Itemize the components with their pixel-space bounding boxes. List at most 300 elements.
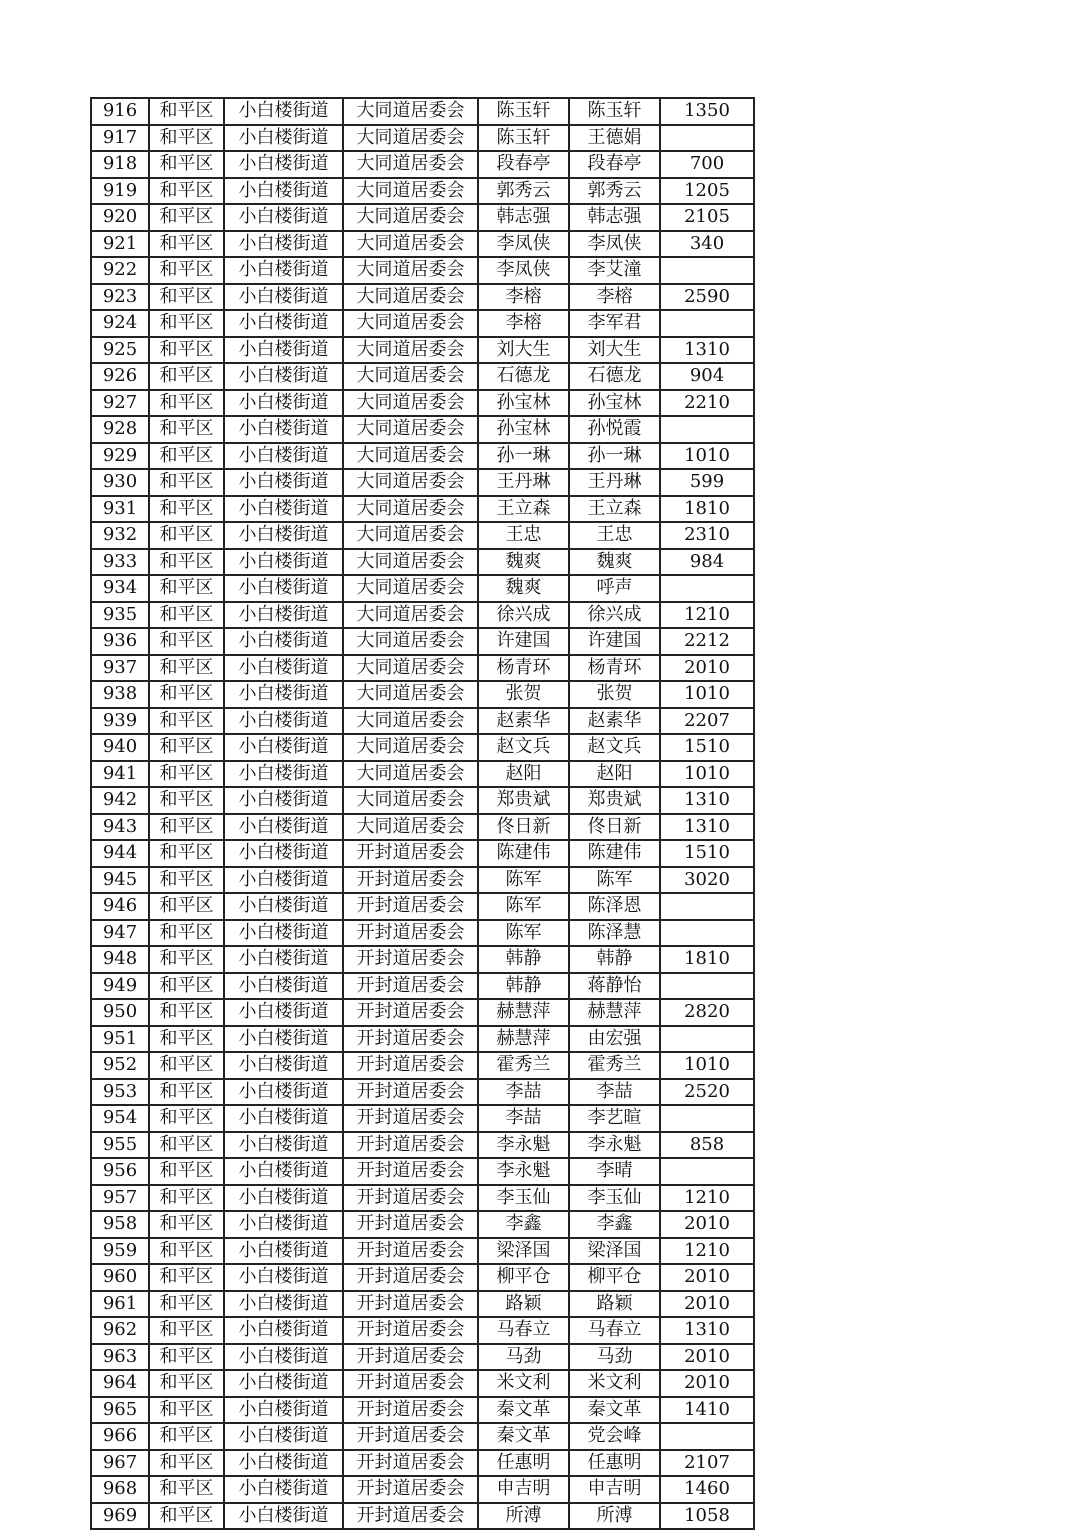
table-row — [91, 310, 754, 337]
cell-district: 和平区 — [149, 734, 224, 761]
cell-district: 和平区 — [149, 708, 224, 735]
cell-district: 和平区 — [149, 681, 224, 708]
cell-street: 小白楼街道 — [224, 469, 343, 496]
cell-household-head: 魏爽 — [478, 575, 569, 602]
cell-household-head: 申吉明 — [478, 1476, 569, 1503]
cell-row-number: 950 — [91, 999, 149, 1026]
cell-district: 和平区 — [149, 1052, 224, 1079]
cell-committee: 开封道居委会 — [343, 867, 478, 894]
cell-district: 和平区 — [149, 1450, 224, 1477]
cell-committee: 大同道居委会 — [343, 522, 478, 549]
cell-committee: 大同道居委会 — [343, 814, 478, 841]
cell-row-number: 969 — [91, 1503, 149, 1530]
cell-row-number: 968 — [91, 1476, 149, 1503]
cell-row-number: 957 — [91, 1185, 149, 1212]
cell-member-name: 陈建伟 — [569, 840, 660, 867]
cell-amount — [660, 125, 754, 152]
cell-member-name: 李凤侠 — [569, 231, 660, 258]
cell-row-number: 929 — [91, 443, 149, 470]
cell-member-name: 王丹琳 — [569, 469, 660, 496]
cell-committee: 开封道居委会 — [343, 1079, 478, 1106]
cell-household-head: 魏爽 — [478, 549, 569, 576]
cell-street: 小白楼街道 — [224, 1158, 343, 1185]
cell-amount — [660, 1026, 754, 1053]
cell-member-name: 马春立 — [569, 1317, 660, 1344]
cell-street: 小白楼街道 — [224, 98, 343, 125]
cell-district: 和平区 — [149, 231, 224, 258]
cell-amount: 1310 — [660, 787, 754, 814]
table-row — [91, 416, 754, 443]
cell-member-name: 段春亭 — [569, 151, 660, 178]
table-row — [91, 1370, 754, 1397]
cell-street: 小白楼街道 — [224, 178, 343, 205]
cell-street: 小白楼街道 — [224, 999, 343, 1026]
cell-street: 小白楼街道 — [224, 522, 343, 549]
cell-household-head: 郑贵斌 — [478, 787, 569, 814]
cell-committee: 大同道居委会 — [343, 655, 478, 682]
cell-row-number: 917 — [91, 125, 149, 152]
cell-committee: 大同道居委会 — [343, 98, 478, 125]
cell-street: 小白楼街道 — [224, 602, 343, 629]
table-row — [91, 734, 754, 761]
cell-street: 小白楼街道 — [224, 1291, 343, 1318]
cell-member-name: 佟日新 — [569, 814, 660, 841]
cell-row-number: 930 — [91, 469, 149, 496]
cell-street: 小白楼街道 — [224, 787, 343, 814]
cell-row-number: 954 — [91, 1105, 149, 1132]
spreadsheet-sheet — [90, 97, 755, 1530]
cell-household-head: 李玉仙 — [478, 1185, 569, 1212]
cell-member-name: 李永魁 — [569, 1132, 660, 1159]
cell-street: 小白楼街道 — [224, 655, 343, 682]
cell-household-head: 陈建伟 — [478, 840, 569, 867]
cell-household-head: 李榕 — [478, 284, 569, 311]
cell-street: 小白楼街道 — [224, 1026, 343, 1053]
cell-member-name: 陈玉轩 — [569, 98, 660, 125]
cell-row-number: 925 — [91, 337, 149, 364]
cell-row-number: 945 — [91, 867, 149, 894]
cell-household-head: 李永魁 — [478, 1158, 569, 1185]
cell-committee: 开封道居委会 — [343, 1503, 478, 1530]
cell-district: 和平区 — [149, 655, 224, 682]
cell-amount: 2010 — [660, 1211, 754, 1238]
cell-street: 小白楼街道 — [224, 390, 343, 417]
cell-amount — [660, 920, 754, 947]
cell-street: 小白楼街道 — [224, 734, 343, 761]
cell-district: 和平区 — [149, 178, 224, 205]
cell-street: 小白楼街道 — [224, 1211, 343, 1238]
cell-district: 和平区 — [149, 337, 224, 364]
cell-amount — [660, 973, 754, 1000]
cell-member-name: 霍秀兰 — [569, 1052, 660, 1079]
table-row — [91, 867, 754, 894]
cell-row-number: 951 — [91, 1026, 149, 1053]
table-row — [91, 1476, 754, 1503]
cell-committee: 开封道居委会 — [343, 999, 478, 1026]
cell-household-head: 赵阳 — [478, 761, 569, 788]
cell-member-name: 李榕 — [569, 284, 660, 311]
cell-amount: 1010 — [660, 1052, 754, 1079]
cell-district: 和平区 — [149, 1132, 224, 1159]
cell-district: 和平区 — [149, 1397, 224, 1424]
table-row — [91, 231, 754, 258]
cell-street: 小白楼街道 — [224, 231, 343, 258]
cell-committee: 开封道居委会 — [343, 1185, 478, 1212]
cell-district: 和平区 — [149, 840, 224, 867]
table-row — [91, 840, 754, 867]
cell-district: 和平区 — [149, 814, 224, 841]
cell-street: 小白楼街道 — [224, 628, 343, 655]
cell-amount — [660, 310, 754, 337]
cell-member-name: 孙宝林 — [569, 390, 660, 417]
table-row — [91, 204, 754, 231]
table-row — [91, 575, 754, 602]
cell-committee: 开封道居委会 — [343, 1132, 478, 1159]
cell-district: 和平区 — [149, 549, 224, 576]
cell-committee: 大同道居委会 — [343, 416, 478, 443]
cell-amount: 1510 — [660, 734, 754, 761]
cell-member-name: 韩静 — [569, 946, 660, 973]
cell-district: 和平区 — [149, 602, 224, 629]
cell-member-name: 蒋静怡 — [569, 973, 660, 1000]
cell-street: 小白楼街道 — [224, 125, 343, 152]
cell-member-name: 李鑫 — [569, 1211, 660, 1238]
cell-committee: 大同道居委会 — [343, 257, 478, 284]
cell-amount: 1010 — [660, 761, 754, 788]
cell-street: 小白楼街道 — [224, 1105, 343, 1132]
table-row — [91, 1185, 754, 1212]
cell-amount: 1350 — [660, 98, 754, 125]
cell-amount: 2010 — [660, 1264, 754, 1291]
cell-row-number: 953 — [91, 1079, 149, 1106]
table-row — [91, 946, 754, 973]
cell-committee: 大同道居委会 — [343, 125, 478, 152]
cell-row-number: 959 — [91, 1238, 149, 1265]
cell-amount: 1210 — [660, 1185, 754, 1212]
cell-district: 和平区 — [149, 1105, 224, 1132]
cell-committee: 大同道居委会 — [343, 337, 478, 364]
table-row — [91, 125, 754, 152]
cell-street: 小白楼街道 — [224, 1344, 343, 1371]
table-row — [91, 1423, 754, 1450]
cell-street: 小白楼街道 — [224, 1185, 343, 1212]
cell-member-name: 李喆 — [569, 1079, 660, 1106]
table-row — [91, 1450, 754, 1477]
cell-member-name: 李艾潼 — [569, 257, 660, 284]
table-row — [91, 151, 754, 178]
cell-household-head: 马劲 — [478, 1344, 569, 1371]
cell-amount: 2310 — [660, 522, 754, 549]
cell-household-head: 段春亭 — [478, 151, 569, 178]
cell-district: 和平区 — [149, 1291, 224, 1318]
cell-amount: 599 — [660, 469, 754, 496]
cell-member-name: 米文利 — [569, 1370, 660, 1397]
cell-row-number: 960 — [91, 1264, 149, 1291]
table-row — [91, 1158, 754, 1185]
cell-member-name: 秦文革 — [569, 1397, 660, 1424]
cell-committee: 开封道居委会 — [343, 1450, 478, 1477]
cell-district: 和平区 — [149, 496, 224, 523]
cell-row-number: 928 — [91, 416, 149, 443]
cell-street: 小白楼街道 — [224, 1423, 343, 1450]
cell-member-name: 郭秀云 — [569, 178, 660, 205]
cell-committee: 开封道居委会 — [343, 973, 478, 1000]
cell-amount: 340 — [660, 231, 754, 258]
cell-district: 和平区 — [149, 1344, 224, 1371]
cell-member-name: 徐兴成 — [569, 602, 660, 629]
cell-row-number: 921 — [91, 231, 149, 258]
cell-district: 和平区 — [149, 443, 224, 470]
cell-amount: 1010 — [660, 681, 754, 708]
cell-committee: 大同道居委会 — [343, 787, 478, 814]
cell-district: 和平区 — [149, 867, 224, 894]
table-row — [91, 761, 754, 788]
cell-amount — [660, 257, 754, 284]
table-row — [91, 893, 754, 920]
cell-district: 和平区 — [149, 1238, 224, 1265]
cell-committee: 大同道居委会 — [343, 575, 478, 602]
cell-district: 和平区 — [149, 1503, 224, 1530]
cell-household-head: 杨青环 — [478, 655, 569, 682]
cell-committee: 大同道居委会 — [343, 628, 478, 655]
cell-household-head: 徐兴成 — [478, 602, 569, 629]
cell-household-head: 李永魁 — [478, 1132, 569, 1159]
cell-member-name: 马劲 — [569, 1344, 660, 1371]
cell-street: 小白楼街道 — [224, 1317, 343, 1344]
cell-district: 和平区 — [149, 390, 224, 417]
cell-district: 和平区 — [149, 628, 224, 655]
cell-member-name: 所溥 — [569, 1503, 660, 1530]
cell-district: 和平区 — [149, 125, 224, 152]
cell-district: 和平区 — [149, 1264, 224, 1291]
cell-row-number: 963 — [91, 1344, 149, 1371]
cell-household-head: 王丹琳 — [478, 469, 569, 496]
cell-member-name: 赵文兵 — [569, 734, 660, 761]
cell-amount — [660, 575, 754, 602]
cell-amount — [660, 416, 754, 443]
table-row — [91, 496, 754, 523]
cell-amount — [660, 893, 754, 920]
cell-street: 小白楼街道 — [224, 363, 343, 390]
cell-committee: 开封道居委会 — [343, 1397, 478, 1424]
cell-household-head: 赫慧萍 — [478, 999, 569, 1026]
cell-member-name: 王立森 — [569, 496, 660, 523]
cell-street: 小白楼街道 — [224, 1264, 343, 1291]
cell-committee: 大同道居委会 — [343, 231, 478, 258]
cell-amount: 1058 — [660, 1503, 754, 1530]
table-row — [91, 1211, 754, 1238]
cell-row-number: 931 — [91, 496, 149, 523]
cell-member-name: 李艺暄 — [569, 1105, 660, 1132]
cell-household-head: 张贺 — [478, 681, 569, 708]
cell-row-number: 967 — [91, 1450, 149, 1477]
cell-household-head: 许建国 — [478, 628, 569, 655]
cell-district: 和平区 — [149, 1185, 224, 1212]
table-row — [91, 443, 754, 470]
cell-street: 小白楼街道 — [224, 1370, 343, 1397]
cell-committee: 开封道居委会 — [343, 1344, 478, 1371]
cell-member-name: 梁泽国 — [569, 1238, 660, 1265]
cell-row-number: 938 — [91, 681, 149, 708]
cell-row-number: 964 — [91, 1370, 149, 1397]
cell-committee: 大同道居委会 — [343, 151, 478, 178]
cell-household-head: 刘大生 — [478, 337, 569, 364]
cell-member-name: 石德龙 — [569, 363, 660, 390]
cell-household-head: 秦文革 — [478, 1423, 569, 1450]
cell-committee: 开封道居委会 — [343, 840, 478, 867]
cell-household-head: 王忠 — [478, 522, 569, 549]
cell-amount: 984 — [660, 549, 754, 576]
cell-household-head: 孙宝林 — [478, 416, 569, 443]
cell-street: 小白楼街道 — [224, 946, 343, 973]
cell-amount: 1010 — [660, 443, 754, 470]
cell-street: 小白楼街道 — [224, 840, 343, 867]
cell-row-number: 932 — [91, 522, 149, 549]
table-row — [91, 973, 754, 1000]
cell-amount: 904 — [660, 363, 754, 390]
cell-row-number: 966 — [91, 1423, 149, 1450]
cell-row-number: 919 — [91, 178, 149, 205]
cell-member-name: 魏爽 — [569, 549, 660, 576]
table-row — [91, 814, 754, 841]
cell-street: 小白楼街道 — [224, 681, 343, 708]
cell-committee: 大同道居委会 — [343, 734, 478, 761]
cell-committee: 开封道居委会 — [343, 1370, 478, 1397]
cell-amount — [660, 1105, 754, 1132]
table-row — [91, 628, 754, 655]
cell-member-name: 陈泽慧 — [569, 920, 660, 947]
cell-household-head: 陈军 — [478, 867, 569, 894]
table-row — [91, 98, 754, 125]
cell-member-name: 呼声 — [569, 575, 660, 602]
table-row — [91, 522, 754, 549]
cell-committee: 大同道居委会 — [343, 469, 478, 496]
cell-amount: 2107 — [660, 1450, 754, 1477]
cell-street: 小白楼街道 — [224, 284, 343, 311]
data-table — [90, 97, 755, 1530]
cell-committee: 开封道居委会 — [343, 893, 478, 920]
cell-street: 小白楼街道 — [224, 496, 343, 523]
table-row — [91, 1264, 754, 1291]
cell-household-head: 所溥 — [478, 1503, 569, 1530]
cell-row-number: 955 — [91, 1132, 149, 1159]
cell-row-number: 947 — [91, 920, 149, 947]
cell-committee: 大同道居委会 — [343, 681, 478, 708]
cell-street: 小白楼街道 — [224, 337, 343, 364]
table-row — [91, 602, 754, 629]
cell-committee: 大同道居委会 — [343, 443, 478, 470]
cell-member-name: 赫慧萍 — [569, 999, 660, 1026]
cell-district: 和平区 — [149, 1423, 224, 1450]
table-row — [91, 390, 754, 417]
cell-committee: 开封道居委会 — [343, 920, 478, 947]
cell-household-head: 王立森 — [478, 496, 569, 523]
cell-street: 小白楼街道 — [224, 151, 343, 178]
cell-amount: 858 — [660, 1132, 754, 1159]
table-row — [91, 469, 754, 496]
cell-amount: 2010 — [660, 1291, 754, 1318]
cell-district: 和平区 — [149, 204, 224, 231]
cell-amount: 1310 — [660, 814, 754, 841]
cell-street: 小白楼街道 — [224, 257, 343, 284]
cell-committee: 大同道居委会 — [343, 363, 478, 390]
cell-street: 小白楼街道 — [224, 761, 343, 788]
cell-amount: 1310 — [660, 337, 754, 364]
cell-district: 和平区 — [149, 1317, 224, 1344]
cell-amount: 1810 — [660, 496, 754, 523]
cell-committee: 大同道居委会 — [343, 390, 478, 417]
cell-row-number: 916 — [91, 98, 149, 125]
table-row — [91, 178, 754, 205]
cell-member-name: 王德娟 — [569, 125, 660, 152]
cell-amount: 3020 — [660, 867, 754, 894]
cell-member-name: 王忠 — [569, 522, 660, 549]
cell-row-number: 934 — [91, 575, 149, 602]
cell-amount: 2520 — [660, 1079, 754, 1106]
cell-member-name: 申吉明 — [569, 1476, 660, 1503]
cell-row-number: 926 — [91, 363, 149, 390]
cell-committee: 开封道居委会 — [343, 1423, 478, 1450]
table-row — [91, 337, 754, 364]
table-row — [91, 1344, 754, 1371]
table-body — [91, 98, 754, 1529]
cell-street: 小白楼街道 — [224, 1397, 343, 1424]
table-row — [91, 1079, 754, 1106]
cell-committee: 开封道居委会 — [343, 1238, 478, 1265]
cell-household-head: 李凤侠 — [478, 231, 569, 258]
cell-member-name: 陈泽恩 — [569, 893, 660, 920]
cell-household-head: 米文利 — [478, 1370, 569, 1397]
cell-district: 和平区 — [149, 151, 224, 178]
cell-row-number: 949 — [91, 973, 149, 1000]
cell-amount: 1510 — [660, 840, 754, 867]
cell-household-head: 马春立 — [478, 1317, 569, 1344]
table-row — [91, 681, 754, 708]
cell-committee: 开封道居委会 — [343, 1158, 478, 1185]
cell-street: 小白楼街道 — [224, 310, 343, 337]
cell-street: 小白楼街道 — [224, 920, 343, 947]
cell-committee: 大同道居委会 — [343, 310, 478, 337]
cell-household-head: 李喆 — [478, 1105, 569, 1132]
cell-member-name: 杨青环 — [569, 655, 660, 682]
cell-row-number: 924 — [91, 310, 149, 337]
cell-amount: 1205 — [660, 178, 754, 205]
cell-district: 和平区 — [149, 1211, 224, 1238]
cell-district: 和平区 — [149, 98, 224, 125]
cell-member-name: 赵素华 — [569, 708, 660, 735]
cell-street: 小白楼街道 — [224, 1238, 343, 1265]
table-row — [91, 284, 754, 311]
cell-row-number: 927 — [91, 390, 149, 417]
cell-street: 小白楼街道 — [224, 867, 343, 894]
cell-row-number: 920 — [91, 204, 149, 231]
cell-household-head: 霍秀兰 — [478, 1052, 569, 1079]
cell-amount — [660, 1423, 754, 1450]
cell-household-head: 路颖 — [478, 1291, 569, 1318]
cell-row-number: 939 — [91, 708, 149, 735]
cell-district: 和平区 — [149, 363, 224, 390]
table-row — [91, 1317, 754, 1344]
cell-street: 小白楼街道 — [224, 416, 343, 443]
cell-amount: 2010 — [660, 655, 754, 682]
cell-street: 小白楼街道 — [224, 549, 343, 576]
cell-district: 和平区 — [149, 761, 224, 788]
cell-row-number: 937 — [91, 655, 149, 682]
cell-household-head: 陈玉轩 — [478, 125, 569, 152]
cell-district: 和平区 — [149, 469, 224, 496]
cell-household-head: 赵文兵 — [478, 734, 569, 761]
cell-row-number: 961 — [91, 1291, 149, 1318]
